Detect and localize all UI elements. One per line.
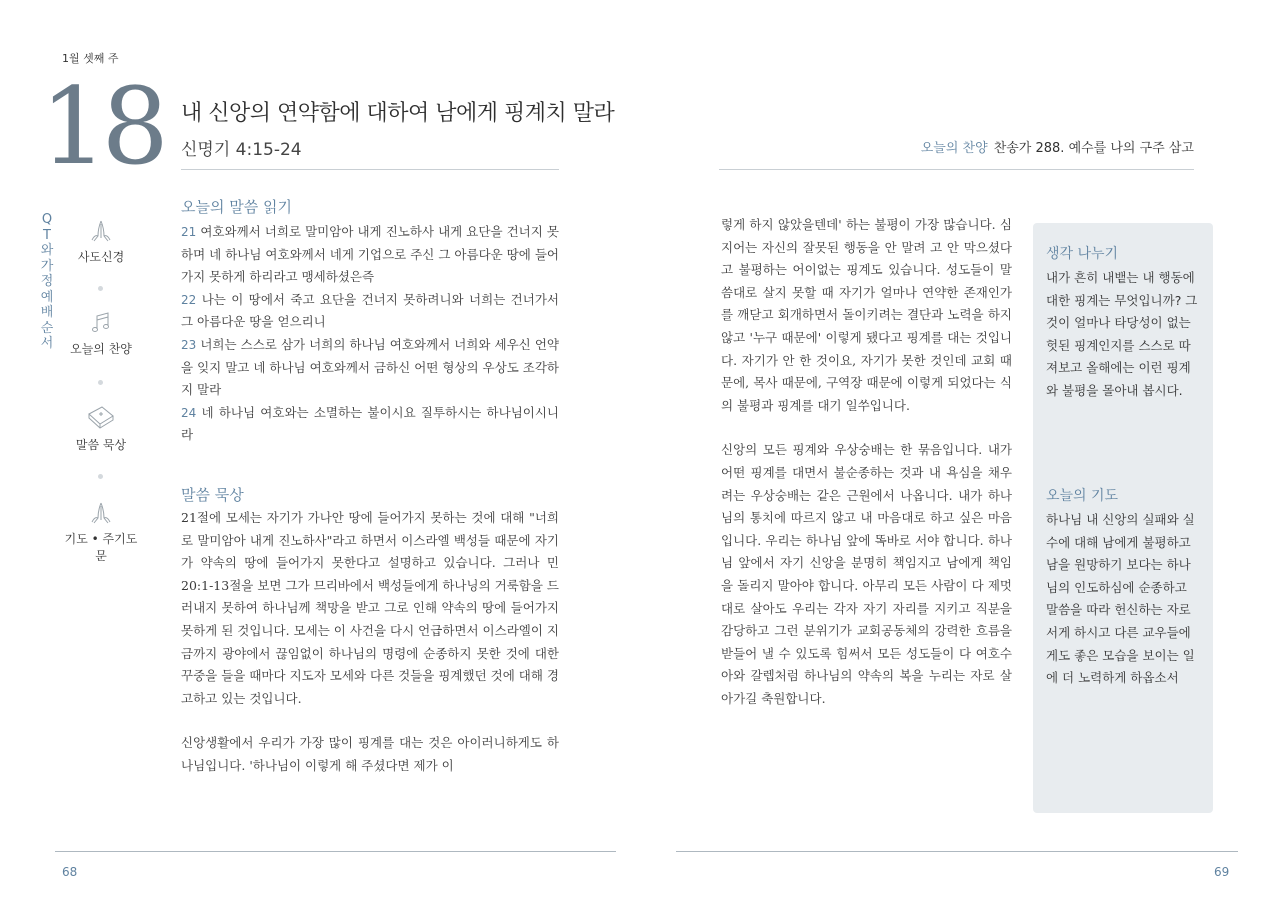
sidebar-item-label: 기도 • 주기도문 bbox=[64, 532, 138, 563]
footer-divider bbox=[55, 851, 616, 852]
hymn-label: 오늘의 찬양 bbox=[920, 141, 988, 156]
scripture-passage: 신명기 4:15-24 bbox=[181, 140, 302, 160]
meditation-paragraph: 21절에 모세는 자기가 가나안 땅에 들어가지 못하는 것에 대해 "너희로 말미암아 내게 진노하사"라고 하면서 이스라엘 백성들 때문에 자기가 약속의 땅에 들어가지 못한다고 설명하고 있습니다. 그러나 민20:1-13절을 보면 그가 므리바에서 백성들에게 하나닝의 거룩함을 드러내지 못하여 하나님께 책망을 받고 그로 인해 약속의 땅에 들어가지 못하게 된 것입니다. 모세는 이 사건을 다시 언급하면서 이스라엘이 지금까지 광야에서 끊임없이 하나님의 명령에 순종하지 못한 것에 대한 꾸중을 들을 때마다 지도자 모세와 다른 것들을 핑계했던 것에 대해 경고하고 있는 것입니다. bbox=[181, 510, 559, 706]
meditation-paragraph: 신앙생활에서 우리가 가장 많이 핑계를 대는 것은 아이러니하게도 하나님입니다. '하나님이 이렇게 해 주셨다면 제가 이 bbox=[181, 735, 559, 773]
sidebar-item-prayer bbox=[60, 500, 142, 564]
hymn-value: 찬송가 288. 예수를 나의 구주 삼고 bbox=[993, 141, 1194, 156]
verse-number: 21 bbox=[181, 225, 197, 239]
praying-hands-icon bbox=[88, 500, 114, 526]
week-label: 1월 셋째 주 bbox=[62, 52, 119, 65]
prayer-text: 하나님 내 신앙의 실패와 실수에 대해 남에게 불평하고 남을 원망하기 보다는 하나님의 인도하심에 순종하고 말씀을 따라 헌신하는 자로 서게 하시고 다른 교우들에게도 좋은 모습을 보이는 일에 더 노력하게 하옵소서 bbox=[1046, 512, 1195, 686]
meditation-continued bbox=[721, 214, 1012, 710]
day-number: 18 bbox=[40, 65, 163, 188]
verse-number: 23 bbox=[181, 337, 197, 352]
praying-hands-icon bbox=[88, 218, 114, 244]
sidebar-item-creed bbox=[60, 218, 142, 265]
sidebar-vertical-label: QT와 가정예배 순서 bbox=[40, 212, 54, 351]
prayer-section bbox=[1046, 485, 1202, 690]
divider bbox=[181, 169, 559, 170]
reading-heading: 오늘의 말씀 읽기 bbox=[181, 198, 292, 216]
separator-dot bbox=[98, 286, 103, 291]
sidebar-item-meditation bbox=[60, 404, 142, 453]
page-number-right: 69 bbox=[1214, 865, 1230, 879]
verse-number: 24 bbox=[181, 405, 197, 420]
bible-book-icon bbox=[86, 404, 116, 432]
sidebar-item-hymn bbox=[60, 310, 142, 357]
verse-text: 나는 이 땅에서 죽고 요단을 건너지 못하려니와 너희는 건너가서 그 아름다운 땅을 얻으리니 bbox=[181, 291, 559, 330]
hymn-line bbox=[921, 137, 1194, 156]
sidebar-item-label: 말씀 묵상 bbox=[75, 438, 127, 452]
music-note-icon bbox=[88, 310, 114, 336]
meditation-paragraph: 신앙의 모든 핑계와 우상숭배는 한 묶음입니다. 내가 어떤 핑계를 대면서 불순종하는 것과 내 욕심을 채우려는 우상숭배는 같은 근원에서 나옵니다. 내가 하나님의 통치에 따르지 않고 내 마음대로 하고 싶은 마음입니다. 우리는 하나님 앞에 똑바로 서야 합니다. 하나님 앞에서 자기 신앙을 분명히 책임지고 남에게 책임을 돌리지 말아야 합니다. 아무리 모든 사람이 다 제멋대로 살아도 우리는 각자 자기 자리를 지키고 직분을 감당하고 그런 분위기가 교회공동체의 강력한 흐름을 받들어 낼 수 있도록 힘써서 모든 성도들이 다 여호수아와 갈렙처럼 하나님의 약속의 복을 누리는 자로 살아가길 축원합니다. bbox=[721, 442, 1012, 706]
separator-dot bbox=[98, 380, 103, 385]
page-title: 내 신앙의 연약함에 대하여 남에게 핑계치 말라 bbox=[181, 101, 615, 126]
verse-text: 여호와께서 너희로 말미암아 내게 진노하사 내게 요단을 건너지 못하며 네 하나님 여호와께서 네게 기업으로 주신 그 아름다운 땅에 들어가지 못하게 하리라고 맹세하셨은즉 bbox=[181, 224, 559, 285]
sharing-heading: 생각 나누기 bbox=[1046, 246, 1119, 262]
prayer-heading: 오늘의 기도 bbox=[1046, 488, 1119, 504]
sidebar-item-label: 오늘의 찬양 bbox=[70, 342, 132, 356]
reading-section bbox=[181, 196, 559, 447]
verse-text: 네 하나님 여호와는 소멸하는 불이시요 질투하시는 하나님이시니라 bbox=[181, 404, 559, 443]
divider bbox=[719, 169, 1194, 170]
meditation-paragraph: 렇게 하지 않았을텐데' 하는 불평이 가장 많습니다. 심지어는 자신의 잘못된 행동을 안 말려 고 안 막으셨다고 불평하는 어이없는 핑계도 있습니다. 성도들이 말씀대로 살지 못할 때 자기가 얼마나 연약한 존재인가를 깨닫고 회개하면서 돌이키려는 결단과 노력을 하지 않고 '누구 때문에' 이렇게 됐다고 핑계를 대는 것입니다. 자기가 안 한 것이요, 자기가 못한 것인데 교회 때문에, 목사 때문에, 구역장 때문에 이렇게 되었다는 식의 불평과 핑계를 대기 일쑤입니다. bbox=[721, 217, 1012, 413]
separator-dot bbox=[98, 474, 103, 479]
sharing-section bbox=[1046, 243, 1202, 403]
verse-number: 22 bbox=[181, 292, 197, 307]
meditation-heading: 말씀 묵상 bbox=[181, 486, 244, 504]
footer-divider bbox=[676, 851, 1238, 852]
verse-text: 너희는 스스로 삼가 너희의 하나님 여호와께서 너희와 세우신 언약을 잊지 말고 네 하나님 여호와께서 금하신 어떤 형상의 우상도 조각하지 말라 bbox=[181, 336, 559, 398]
meditation-section bbox=[181, 484, 559, 778]
page-number-left: 68 bbox=[62, 865, 78, 879]
sidebar-item-label: 사도신경 bbox=[77, 250, 125, 264]
verse-list bbox=[181, 221, 559, 447]
sharing-text: 내가 흔히 내뱉는 내 행동에 대한 핑계는 무엇입니까? 그것이 얼마나 타당성이 없는 헛된 핑계인지를 스스로 따져보고 올해에는 이런 핑계와 불평을 몰아내 봅시다. bbox=[1046, 270, 1198, 398]
